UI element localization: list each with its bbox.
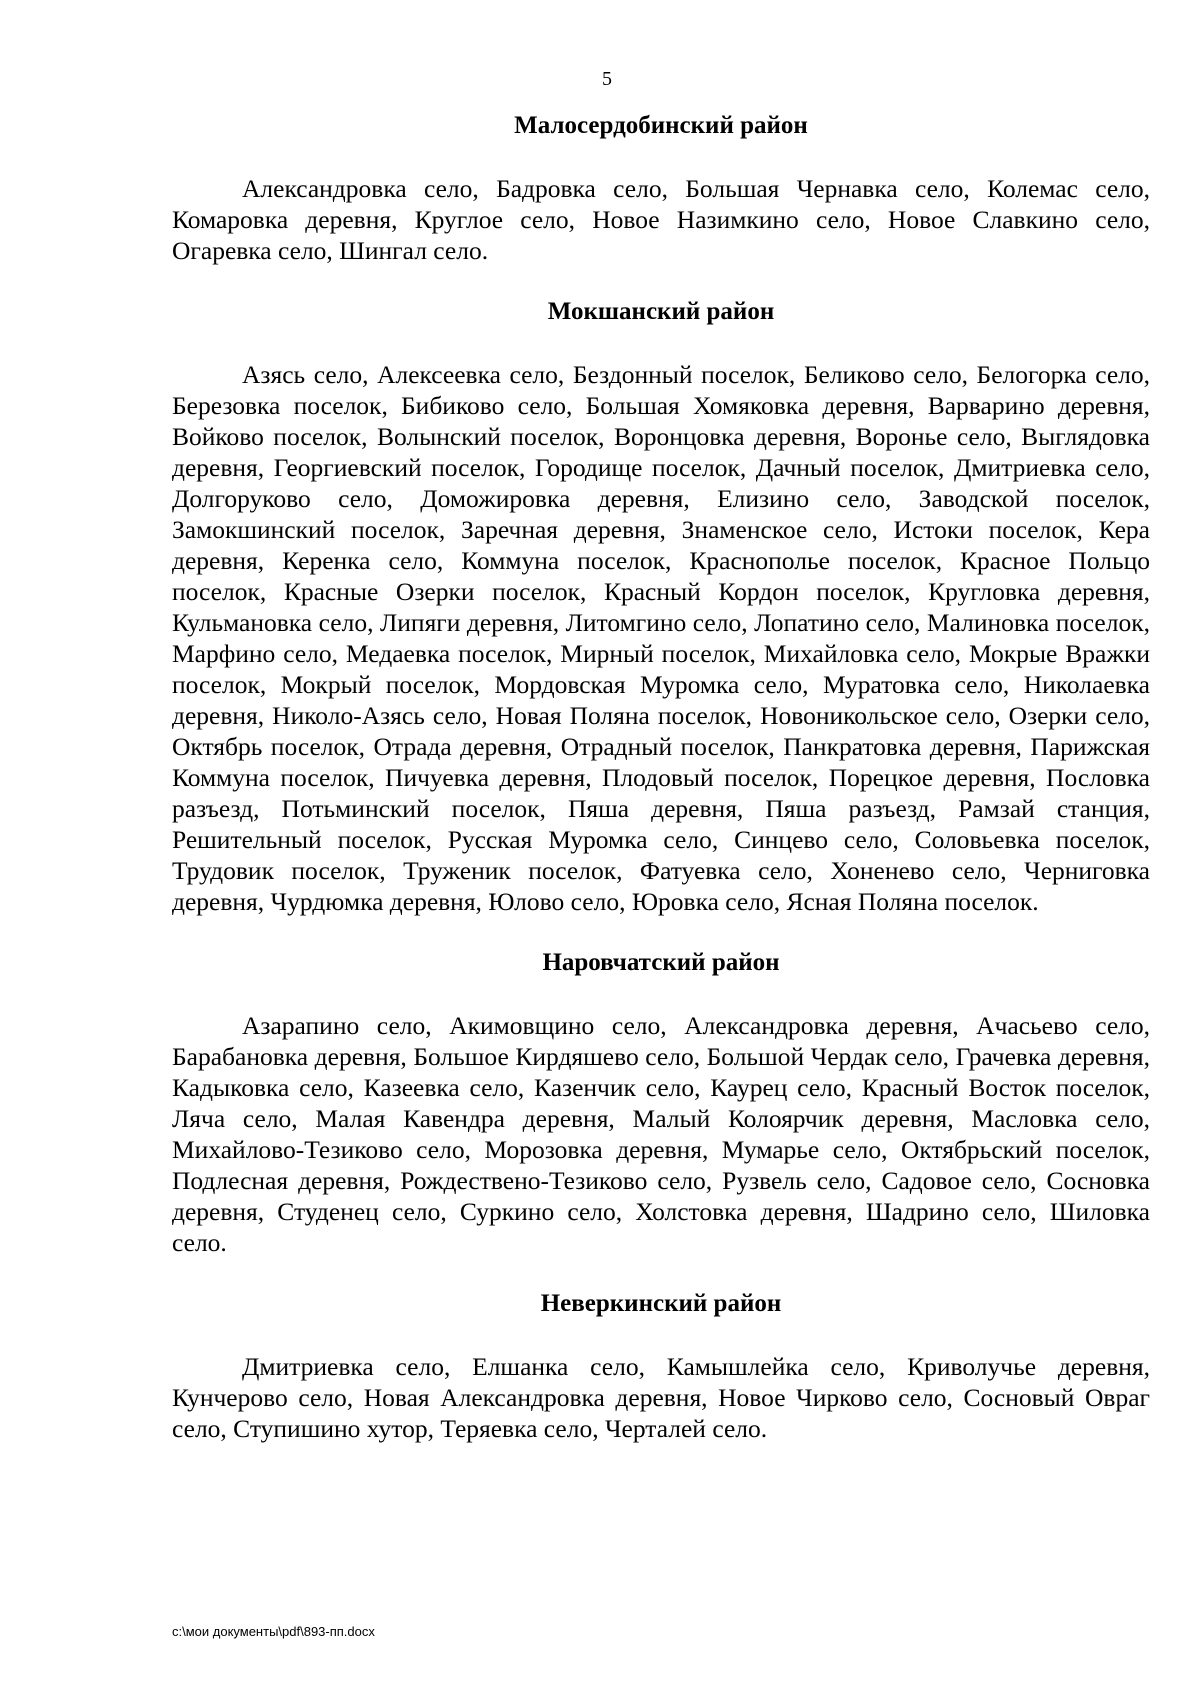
district-title: Наровчатский район [542,949,780,976]
settlement-list: Азарапино село, Акимовщино село, Александровка деревня, Ачасьево село, Барабановка деревня, Большое Кирдяшево село, Большой Чердак село, Грачевка деревня, Кадыковка село, Казеевка село, Казенчик село, Каурец село, Красный Восток поселок, Ляча село, Малая Кавендра деревня, Малый Колоярчик деревня, Масловка село, Михайлово-Тезиково село, Морозовка деревня, Мумарье село, Октябрьский поселок, Подлесная деревня, Рождествено-Тезиково село, Рузвель село, Садовое село, Сосновка деревня, Студенец село, Суркино село, Холстовка деревня, Шадрино село, Шиловка село. [172,1011,1150,1257]
district-section-narovchatsky [172,947,1150,1258]
district-section-malosredobinsky [172,110,1150,266]
settlement-list: Азясь село, Алексеевка село, Бездонный поселок, Беликово село, Белогорка село, Березовка поселок, Бибиково село, Большая Хомяковка деревня, Варварино деревня, Войково поселок, Волынский поселок, Воронцовка деревня, Воронье село, Выглядовка деревня, Георгиевский поселок, Городище поселок, Дачный поселок, Дмитриевка село, Долгоруково село, Доможировка деревня, Елизино село, Заводской поселок, Замокшинский поселок, Заречная деревня, Знаменское село, Истоки поселок, Кера деревня, Керенка село, Коммуна поселок, Краснополье поселок, Красное Польцо поселок, Красные Озерки поселок, Красный Кордон поселок, Кругловка деревня, Кульмановка село, Липяги деревня, Литомгино село, Лопатино село, Малиновка поселок, Марфино село, Медаевка поселок, Мирный поселок, Михайловка село, Мокрые Вражки поселок, Мокрый поселок, Мордовская Муромка село, Муратовка село, Николаевка деревня, Николо-Азясь село, Новая Поляна поселок, Новоникольское село, Озерки село, Октябрь поселок, Отрада деревня, Отрадный поселок, Панкратовка деревня, Парижская Коммуна поселок, Пичуевка деревня, Плодовый поселок, Порецкое деревня, Пословка разъезд, Потьминский поселок, Пяша деревня, Пяша разъезд, Рамзай станция, Решительный поселок, Русская Муромка село, Синцево село, Соловьевка поселок, Трудовик поселок, Труженик поселок, Фатуевка село, Хоненево село, Черниговка деревня, Чурдюмка деревня, Юлово село, Юровка село, Ясная Поляна поселок. [172,360,1150,916]
district-section-neverkinsky [172,1288,1150,1444]
page-number: 5 [602,68,612,90]
district-title: Неверкинский район [540,1290,782,1317]
document-body [172,110,1150,1444]
district-title: Мокшанский район [547,298,775,325]
settlement-list: Дмитриевка село, Елшанка село, Камышлейка село, Криволучье деревня, Кунчерово село, Новая Александровка деревня, Новое Чирково село, Сосновый Овраг село, Ступишино хутор, Теряевка село, Черталей село. [172,1352,1150,1443]
settlement-list: Александровка село, Бадровка село, Большая Чернавка село, Колемас село, Комаровка деревня, Круглое село, Новое Назимкино село, Новое Славкино село, Огаревка село, Шингал село. [172,174,1150,265]
district-section-mokshansky [172,296,1150,917]
file-path-footer: c:\мои документы\pdf\893-пп.docx [172,1624,375,1639]
district-title: Малосердобинский район [514,112,808,139]
